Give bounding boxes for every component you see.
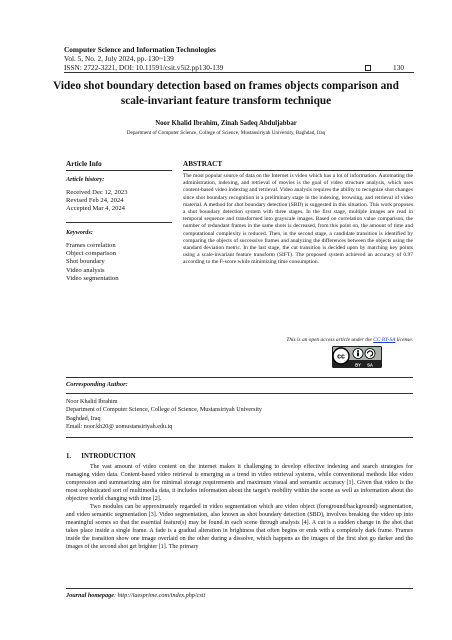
abstract-text: The most popular source of data on the Internet is video which has a lot of information. Automating the administration, indexing, and retrieval of movies is the goal of video structure analysis, which uses content-based video indexing and retrieval. Video analysis requires the ability to recognize shot changes since shot boundary recognition is a preliminary stage in the indexing, browsing, and retrieval of video material. A method for shot boundary detection (SBD) is suggested in this situation. This work proposes a shot boundary detection system with three stages. In the first stage, multiple images are read in temporal sequence and transformed into grayscale images. Based on correlation value comparison, the number of redundant frames in the same shots is decreased, from this point on, the amount of time and computational complexity is reduced. Then, in the second stage, a candidate transition is identified by comparing the objects of successive frames and analyzing the differences between the objects using the standard deviation metric. In the last stage, the cut transition is decided upon by matching key points using a scale-invariant feature transform (SIFT). The proposed system achieved an accuracy of 0.97 according to the F-score while minimizing time consumption. bbox=[183, 173, 413, 266]
corr-name: Noor Khalid Ibrahim bbox=[66, 399, 118, 405]
intro-paragraph: Two modules can be approximately regarded in video segmentation which are video object (foreground/background) segmentation, and video semantic segmentation [3]. Video segmentation, also known as shot boundary detection (SBD), involves breaking the video up into meaningful scenes so that the essential feature(s) may be found in each scene through analysis [4]. A cut is a sudden change in the shot that takes place inside a single frame. A fade is a gradual alteration in brightness that often begins or ends with a completely dark frame. Frames inside the transition show one image overlaid on the other during a dissolve, which happens as the images of the first shot go darker and the images of the second shot get brighter [1]. The primary bbox=[66, 504, 413, 550]
article-history-list bbox=[66, 189, 128, 214]
corr-department: Department of Computer Science, College of Science, Mustansiriyah University bbox=[66, 407, 262, 414]
page-number: 130 bbox=[393, 63, 404, 72]
paper-affiliation: Department of Computer Science, College of Science, Mustansiriyah University, Baghdad, Iraq bbox=[126, 130, 326, 136]
keywords-list bbox=[66, 242, 119, 283]
introduction-heading: 1. INTRODUCTION bbox=[66, 453, 136, 460]
header-rule bbox=[64, 72, 414, 73]
journal-footer bbox=[66, 592, 205, 599]
article-history-heading: Article history: bbox=[66, 176, 105, 183]
keywords-heading: Keywords: bbox=[66, 229, 93, 236]
corresponding-heading: Corresponding Author: bbox=[66, 381, 128, 388]
keyword-item: Object comparison bbox=[66, 250, 116, 258]
abstract-heading: ABSTRACT bbox=[183, 160, 223, 168]
journal-header bbox=[64, 45, 404, 72]
article-info-rule bbox=[66, 170, 172, 171]
corr-city: Baghdad, Iraq bbox=[66, 415, 101, 422]
license-note bbox=[183, 337, 413, 343]
corresponding-details bbox=[66, 398, 406, 432]
keyword-item: Video segmentation bbox=[66, 274, 119, 282]
badge-sa-label: SA bbox=[367, 362, 373, 368]
journal-volume: Vol. 5, No. 2, July 2024, pp. 130~139 bbox=[64, 54, 174, 63]
received-date: Received Dec 12, 2023 bbox=[66, 189, 128, 196]
license-suffix: license. bbox=[395, 337, 413, 343]
history-rule bbox=[66, 222, 172, 223]
journal-name: Computer Science and Information Technologies bbox=[64, 45, 216, 54]
cc-by-sa-badge-icon bbox=[332, 346, 382, 368]
license-prefix: This is an open access article under the bbox=[286, 337, 374, 343]
badge-by-label: BY bbox=[355, 362, 361, 368]
footer-url[interactable]: : http://iaesprime.com/index.php/csit bbox=[113, 592, 206, 599]
accepted-date: Accepted Mar 4, 2024 bbox=[66, 205, 125, 213]
abstract-rule bbox=[183, 170, 413, 171]
revised-date: Revised Feb 24, 2024 bbox=[66, 197, 124, 205]
keyword-item: Frames correlation bbox=[66, 242, 116, 249]
square-icon bbox=[365, 65, 371, 71]
abstract-bottom-rule bbox=[66, 377, 413, 378]
article-info-heading: Article Info bbox=[66, 160, 102, 168]
page-number-block bbox=[365, 63, 404, 72]
journal-issn: ISSN: 2722-3221, DOI: 10.11591/csit.v5i2.pp130-139 bbox=[64, 63, 224, 72]
corresponding-rule bbox=[66, 393, 413, 394]
paper-title: Video shot boundary detection based on frames objects comparison and scale-invariant feature transform technique bbox=[53, 80, 399, 107]
keyword-item: Video analysis bbox=[66, 266, 105, 274]
corresponding-bottom-rule bbox=[66, 437, 413, 438]
keyword-item: Shot boundary bbox=[66, 258, 105, 266]
intro-paragraph: The vast amount of video content on the internet makes it challenging to develop effective indexing and search strategies for managing video data. Content-based video retrieval is emerging as a trend in video retrieval systems, while conventional methods like video compression and summarizing aim for minimal storage requirements and maximum visual and semantic accuracy [1]. Given that video is the most sophisticated sort of multimedia data, it includes information about the target's mobility within the scene as well as information about the objective world changing with time [2]. bbox=[66, 464, 413, 502]
paper-authors: Noor Khalid Ibrahim, Zinah Sadeq Abduljabbar bbox=[155, 120, 297, 127]
footer-label: Journal homepage bbox=[66, 592, 114, 599]
footer-rule bbox=[66, 588, 413, 589]
corr-email: Email: noor.kh20@ uomustansiriyah.edu.iq bbox=[66, 424, 173, 431]
introduction-body bbox=[66, 463, 413, 551]
license-link[interactable]: CC BY-SA bbox=[373, 337, 396, 343]
svg-text:cc: cc bbox=[337, 353, 345, 361]
